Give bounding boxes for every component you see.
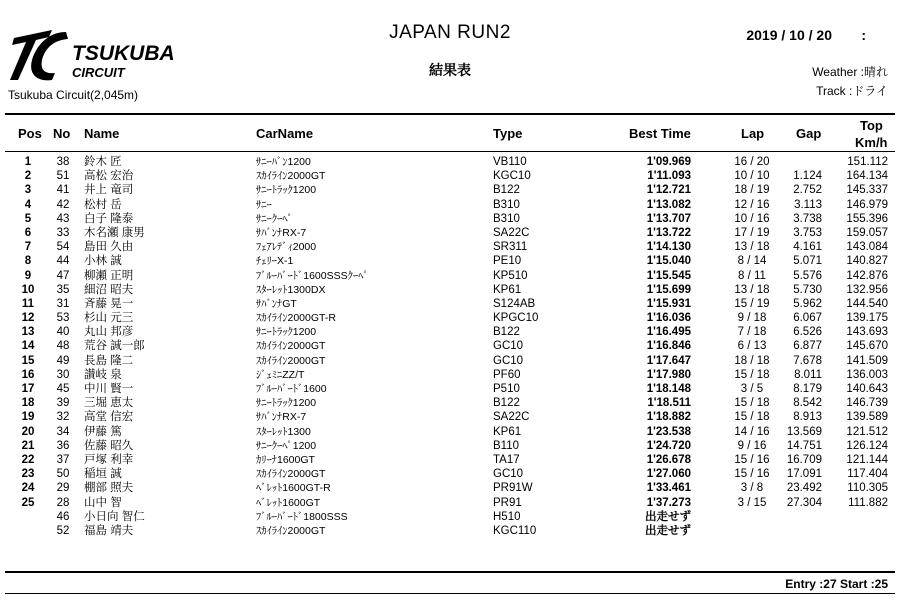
position-cell: 6 [24, 226, 32, 239]
track-condition-label: Track :ドライ [816, 84, 888, 98]
gap-cell: 5.962 [793, 297, 822, 310]
best-time-cell: 1'18.148 [646, 383, 691, 395]
best-time-cell: 1'23.538 [646, 425, 691, 438]
best-time-cell: 1'09.969 [646, 156, 691, 168]
position-cell: 7 [24, 241, 32, 254]
table-row [0, 297, 900, 311]
driver-name-cell: 荒谷 誠一郎 [84, 340, 145, 353]
car-name-cell: ｽﾀｰﾚｯﾄ1300DX [256, 283, 326, 296]
gap-cell: 5.071 [793, 255, 822, 268]
gap-cell: 2.752 [793, 184, 822, 197]
position-cell: 10 [21, 283, 35, 296]
car-number-cell: 43 [56, 212, 70, 225]
best-time-cell: 出走せず [645, 510, 691, 523]
top-speed-cell: 151.112 [847, 156, 888, 168]
col-header-top-speed: Top [860, 118, 883, 133]
car-type-cell: PR91W [493, 482, 533, 495]
car-number-cell: 30 [56, 368, 70, 381]
table-row [0, 311, 900, 325]
car-type-cell: B310 [493, 198, 520, 211]
driver-name-cell: 中川 賢一 [84, 383, 134, 395]
driver-name-cell: 伊藤 篤 [84, 425, 122, 438]
best-time-cell: 1'16.495 [646, 326, 691, 339]
table-row [0, 453, 900, 467]
driver-name-cell: 斉藤 晃一 [84, 297, 134, 310]
car-type-cell: GC10 [493, 340, 524, 353]
position-cell: 8 [24, 255, 32, 268]
top-speed-cell: 140.827 [846, 255, 888, 268]
table-row [0, 226, 900, 240]
position-cell: 24 [21, 482, 35, 495]
car-type-cell: TA17 [493, 453, 520, 466]
car-type-cell: B110 [493, 439, 520, 452]
lap-cell: 3 / 8 [740, 482, 764, 495]
car-name-cell: ｻﾆｰﾄﾗｯｸ1200 [256, 184, 317, 197]
table-header-rule [5, 151, 895, 152]
lap-cell: 15 / 18 [734, 368, 770, 381]
best-time-cell: 1'17.980 [646, 368, 691, 381]
car-name-cell: ﾌﾞﾙｰﾊﾞｰﾄﾞ1600 [256, 383, 327, 395]
table-row [0, 339, 900, 353]
best-time-cell: 1'18.511 [647, 397, 691, 410]
car-name-cell: ｽｶｲﾗｲﾝ2000GT [256, 524, 326, 537]
top-speed-cell: 144.540 [846, 297, 888, 310]
top-speed-cell: 121.512 [846, 425, 888, 438]
top-speed-cell: 139.175 [846, 312, 888, 325]
position-cell: 15 [21, 354, 35, 367]
driver-name-cell: 讃岐 泉 [84, 368, 122, 381]
driver-name-cell: 山中 智 [84, 496, 122, 509]
driver-name-cell: 三堀 恵太 [84, 397, 134, 410]
top-speed-cell: 142.876 [846, 269, 888, 282]
car-name-cell: ﾌﾞﾙｰﾊﾞｰﾄﾞ1800SSS [256, 510, 348, 523]
car-number-cell: 34 [56, 425, 70, 438]
col-header-top-speed-unit: Km/h [855, 135, 888, 150]
gap-cell: 27.304 [786, 496, 822, 509]
position-cell: 19 [21, 411, 35, 424]
best-time-cell: 1'15.040 [646, 255, 691, 268]
top-speed-cell: 110.305 [847, 482, 888, 495]
best-time-cell: 1'15.931 [646, 297, 691, 310]
car-number-cell: 37 [56, 453, 70, 466]
car-number-cell: 32 [56, 411, 70, 424]
venue-label: Tsukuba Circuit(2,045m) [8, 88, 139, 102]
table-row [0, 269, 900, 283]
gap-cell: 1.124 [793, 170, 822, 183]
car-number-cell: 38 [56, 156, 70, 168]
best-time-cell: 1'16.846 [646, 340, 691, 353]
car-type-cell: B122 [493, 326, 520, 339]
lap-cell: 9 / 16 [737, 439, 767, 452]
lap-cell: 6 / 13 [737, 340, 767, 353]
table-bottom-rule [5, 571, 895, 573]
car-name-cell: ｻﾆｰｸｰﾍﾟ [256, 212, 293, 225]
driver-name-cell: 杉山 元三 [84, 312, 134, 325]
best-time-cell: 1'18.882 [646, 411, 691, 424]
top-speed-cell: 141.509 [846, 354, 888, 367]
gap-cell: 8.542 [793, 397, 822, 410]
driver-name-cell: 井上 竜司 [84, 184, 134, 197]
top-speed-cell: 146.739 [846, 397, 888, 410]
driver-name-cell: 福島 靖夫 [84, 524, 134, 537]
lap-cell: 15 / 16 [734, 468, 770, 481]
gap-cell: 7.678 [793, 354, 822, 367]
car-name-cell: ｻﾊﾞﾝﾅRX-7 [256, 226, 307, 239]
car-number-cell: 44 [56, 255, 70, 268]
table-row [0, 467, 900, 481]
car-number-cell: 41 [56, 184, 70, 197]
position-cell: 2 [24, 170, 32, 183]
logo-line2: CIRCUIT [72, 65, 125, 80]
car-number-cell: 47 [56, 269, 70, 282]
best-time-cell: 1'27.060 [646, 468, 691, 481]
table-row [0, 155, 900, 169]
car-type-cell: SA22C [493, 226, 530, 239]
car-name-cell: ｻﾆｰﾊﾞﾝ1200 [256, 156, 311, 168]
driver-name-cell: 戸塚 利幸 [84, 453, 134, 466]
car-number-cell: 51 [56, 170, 70, 183]
car-name-cell: ｽｶｲﾗｲﾝ2000GT [256, 170, 326, 183]
car-number-cell: 36 [56, 439, 70, 452]
car-name-cell: ｽｶｲﾗｲﾝ2000GT-R [256, 312, 336, 325]
best-time-cell: 1'13.722 [646, 226, 691, 239]
event-date: 2019 / 10 / 20 [746, 27, 832, 43]
car-name-cell: ｻﾊﾞﾝﾅRX-7 [256, 411, 307, 424]
position-cell: 21 [21, 439, 35, 452]
top-speed-cell: 155.396 [846, 212, 888, 225]
lap-cell: 3 / 5 [740, 383, 764, 395]
best-time-cell: 1'33.461 [646, 482, 691, 495]
top-speed-cell: 159.057 [846, 226, 888, 239]
car-number-cell: 40 [56, 326, 70, 339]
lap-cell: 14 / 16 [734, 425, 770, 438]
table-row [0, 325, 900, 339]
position-cell: 23 [21, 468, 35, 481]
gap-cell: 4.161 [793, 241, 822, 254]
gap-cell: 17.091 [786, 468, 822, 481]
position-cell: 3 [24, 184, 32, 197]
footer-rule [5, 593, 895, 594]
lap-cell: 15 / 18 [734, 397, 770, 410]
col-header-pos: Pos [18, 126, 42, 141]
best-time-cell: 1'37.273 [646, 496, 691, 509]
driver-name-cell: 白子 隆泰 [84, 212, 134, 225]
table-row [0, 410, 900, 424]
car-type-cell: KGC10 [493, 170, 531, 183]
best-time-cell: 1'26.678 [646, 453, 691, 466]
car-type-cell: KP61 [493, 283, 522, 296]
results-table [0, 155, 900, 538]
top-speed-cell: 117.404 [847, 468, 888, 481]
car-name-cell: ｼﾞｪﾐﾆZZ/T [256, 368, 305, 381]
table-row [0, 212, 900, 226]
top-speed-cell: 126.124 [846, 439, 888, 452]
table-row [0, 382, 900, 396]
driver-name-cell: 稲垣 誠 [84, 468, 122, 481]
gap-cell: 3.753 [793, 226, 822, 239]
gap-cell: 3.113 [794, 198, 822, 211]
col-header-lap: Lap [741, 126, 765, 141]
driver-name-cell: 小林 誠 [84, 255, 122, 268]
gap-cell: 3.738 [793, 212, 822, 225]
position-cell: 22 [21, 453, 35, 466]
driver-name-cell: 松村 岳 [84, 198, 122, 211]
car-number-cell: 49 [56, 354, 70, 367]
car-number-cell: 53 [56, 312, 70, 325]
driver-name-cell: 高松 宏治 [84, 170, 134, 183]
car-name-cell: ｻﾆｰ [256, 198, 272, 211]
lap-cell: 13 / 18 [734, 241, 770, 254]
car-number-cell: 45 [56, 383, 70, 395]
car-name-cell: ｽｶｲﾗｲﾝ2000GT [256, 340, 326, 353]
driver-name-cell: 佐藤 昭久 [84, 439, 134, 452]
document-subtitle: 結果表 [429, 62, 471, 78]
driver-name-cell: 柳瀬 正明 [84, 269, 134, 282]
position-cell: 4 [24, 198, 32, 211]
best-time-cell: 1'24.720 [646, 439, 691, 452]
lap-cell: 7 / 18 [737, 326, 767, 339]
driver-name-cell: 小日向 智仁 [84, 510, 145, 523]
top-speed-cell: 145.670 [846, 340, 888, 353]
best-time-cell: 1'15.545 [646, 269, 691, 282]
table-row [0, 425, 900, 439]
lap-cell: 18 / 18 [734, 354, 770, 367]
lap-cell: 15 / 16 [734, 453, 770, 466]
car-name-cell: ﾍﾞﾚｯﾄ1600GT-R [256, 482, 331, 495]
car-number-cell: 52 [56, 524, 70, 537]
col-header-gap: Gap [796, 126, 822, 141]
car-type-cell: KP61 [493, 425, 522, 438]
car-name-cell: ﾌｪｱﾚﾃﾞｨ2000 [256, 241, 317, 254]
top-speed-cell: 132.956 [846, 283, 888, 296]
table-row [0, 439, 900, 453]
car-number-cell: 46 [56, 510, 70, 523]
driver-name-cell: 丸山 邦彦 [84, 326, 134, 339]
position-cell: 12 [21, 312, 35, 325]
position-cell: 9 [24, 269, 32, 282]
car-type-cell: KP510 [493, 269, 528, 282]
lap-cell: 10 / 16 [734, 212, 770, 225]
gap-cell: 5.730 [793, 283, 822, 296]
table-row [0, 254, 900, 268]
lap-cell: 8 / 14 [737, 255, 767, 268]
driver-name-cell: 棚部 照夫 [84, 482, 134, 495]
position-cell: 17 [21, 383, 35, 395]
car-type-cell: B122 [493, 397, 520, 410]
car-type-cell: SA22C [493, 411, 530, 424]
top-speed-cell: 139.589 [846, 411, 888, 424]
gap-cell: 6.067 [793, 312, 822, 325]
table-row [0, 240, 900, 254]
car-type-cell: VB110 [493, 156, 527, 168]
gap-cell: 8.179 [793, 383, 822, 395]
lap-cell: 8 / 11 [738, 269, 766, 282]
table-row [0, 354, 900, 368]
car-number-cell: 31 [56, 297, 70, 310]
top-speed-cell: 164.134 [846, 170, 888, 183]
car-type-cell: PR91 [493, 496, 522, 509]
car-name-cell: ﾍﾞﾚｯﾄ1600GT [256, 496, 321, 509]
col-header-no: No [53, 126, 71, 141]
car-number-cell: 29 [56, 482, 70, 495]
table-top-rule [5, 113, 895, 115]
gap-cell: 5.576 [793, 269, 822, 282]
gap-cell: 6.526 [793, 326, 822, 339]
table-row [0, 524, 900, 538]
best-time-cell: 1'14.130 [646, 241, 691, 254]
best-time-cell: 1'17.647 [646, 354, 691, 367]
col-header-best-time: Best Time [629, 126, 691, 141]
col-header-carname: CarName [256, 126, 314, 141]
car-name-cell: ｶﾘｰﾅ1600GT [256, 453, 315, 466]
table-row [0, 396, 900, 410]
lap-cell: 10 / 10 [734, 170, 770, 183]
position-cell: 5 [24, 212, 32, 225]
driver-name-cell: 長島 隆二 [84, 354, 134, 367]
car-type-cell: S124AB [493, 297, 536, 310]
position-cell: 14 [21, 340, 35, 353]
driver-name-cell: 高堂 信宏 [84, 411, 134, 424]
gap-cell: 16.709 [786, 453, 822, 466]
car-type-cell: KPGC10 [493, 312, 539, 325]
table-row [0, 169, 900, 183]
car-type-cell: B122 [493, 184, 520, 197]
gap-cell: 23.492 [786, 482, 822, 495]
car-number-cell: 48 [56, 340, 70, 353]
driver-name-cell: 細沼 昭夫 [84, 283, 134, 296]
top-speed-cell: 145.337 [846, 184, 888, 197]
car-type-cell: GC10 [493, 468, 524, 481]
car-name-cell: ｻﾆｰｸｰﾍﾟ1200 [256, 439, 317, 452]
position-cell: 18 [21, 397, 35, 410]
lap-cell: 15 / 18 [734, 411, 770, 424]
best-time-cell: 出走せず [645, 524, 691, 537]
car-type-cell: B310 [493, 212, 520, 225]
table-row [0, 481, 900, 495]
best-time-cell: 1'11.093 [647, 170, 691, 183]
car-name-cell: ｻﾊﾞﾝﾅGT [256, 297, 297, 310]
best-time-cell: 1'16.036 [646, 312, 691, 325]
gap-cell: 8.011 [794, 368, 822, 381]
position-cell: 20 [21, 425, 35, 438]
lap-cell: 18 / 19 [734, 184, 770, 197]
position-cell: 25 [21, 496, 35, 509]
lap-cell: 9 / 18 [737, 312, 767, 325]
lap-cell: 15 / 19 [734, 297, 770, 310]
car-name-cell: ｽｶｲﾗｲﾝ2000GT [256, 468, 326, 481]
driver-name-cell: 鈴木 匠 [84, 156, 122, 168]
gap-cell: 6.877 [793, 340, 822, 353]
position-cell: 1 [24, 156, 32, 168]
table-row [0, 496, 900, 510]
top-speed-cell: 111.882 [848, 496, 888, 509]
date-colon: : [861, 27, 866, 43]
table-row [0, 198, 900, 212]
event-title: JAPAN RUN2 [389, 22, 511, 43]
lap-cell: 16 / 20 [734, 156, 770, 168]
car-type-cell: PE10 [493, 255, 522, 268]
lap-cell: 17 / 19 [734, 226, 770, 239]
best-time-cell: 1'15.699 [646, 283, 691, 296]
car-name-cell: ｽﾀｰﾚｯﾄ1300 [256, 425, 311, 438]
top-speed-cell: 121.144 [846, 453, 888, 466]
top-speed-cell: 136.003 [846, 368, 888, 381]
car-name-cell: ｻﾆｰﾄﾗｯｸ1200 [256, 397, 317, 410]
driver-name-cell: 木名瀬 康男 [84, 226, 145, 239]
lap-cell: 12 / 16 [734, 198, 770, 211]
car-number-cell: 28 [56, 496, 70, 509]
car-type-cell: KGC110 [493, 524, 537, 537]
position-cell: 11 [21, 297, 35, 310]
gap-cell: 8.913 [793, 411, 822, 424]
best-time-cell: 1'13.707 [646, 212, 691, 225]
gap-cell: 14.751 [786, 439, 822, 452]
logo-line1: TSUKUBA [72, 42, 175, 65]
car-number-cell: 39 [56, 397, 70, 410]
car-type-cell: SR311 [493, 241, 528, 254]
car-number-cell: 54 [56, 241, 70, 254]
car-number-cell: 35 [56, 283, 70, 296]
position-cell: 16 [21, 368, 35, 381]
car-type-cell: GC10 [493, 354, 524, 367]
best-time-cell: 1'12.721 [646, 184, 691, 197]
driver-name-cell: 島田 久由 [84, 241, 134, 254]
car-number-cell: 42 [56, 198, 70, 211]
col-header-name: Name [84, 126, 120, 141]
top-speed-cell: 143.693 [846, 326, 888, 339]
car-type-cell: P510 [493, 383, 520, 395]
gap-cell: 13.569 [786, 425, 822, 438]
car-number-cell: 33 [56, 226, 70, 239]
table-row [0, 183, 900, 197]
car-name-cell: ｽｶｲﾗｲﾝ2000GT [256, 354, 326, 367]
best-time-cell: 1'13.082 [646, 198, 691, 211]
top-speed-cell: 140.643 [846, 383, 888, 395]
position-cell: 13 [21, 326, 35, 339]
table-row [0, 368, 900, 382]
car-number-cell: 50 [56, 468, 70, 481]
entry-start-summary: Entry :27 Start :25 [785, 577, 888, 591]
table-row [0, 510, 900, 524]
col-header-type: Type [493, 126, 523, 141]
top-speed-cell: 146.979 [846, 198, 888, 211]
lap-cell: 3 / 15 [737, 496, 767, 509]
top-speed-cell: 143.084 [846, 241, 888, 254]
car-name-cell: ｻﾆｰﾄﾗｯｸ1200 [256, 326, 317, 339]
lap-cell: 13 / 18 [734, 283, 770, 296]
table-row [0, 283, 900, 297]
car-type-cell: PF60 [493, 368, 521, 381]
weather-label: Weather :晴れ [812, 65, 888, 79]
car-type-cell: H510 [493, 510, 521, 523]
car-name-cell: ﾁｪﾘｰX-1 [256, 255, 294, 268]
car-name-cell: ﾌﾞﾙｰﾊﾞｰﾄﾞ1600SSSｸｰﾍﾟ [256, 269, 369, 282]
